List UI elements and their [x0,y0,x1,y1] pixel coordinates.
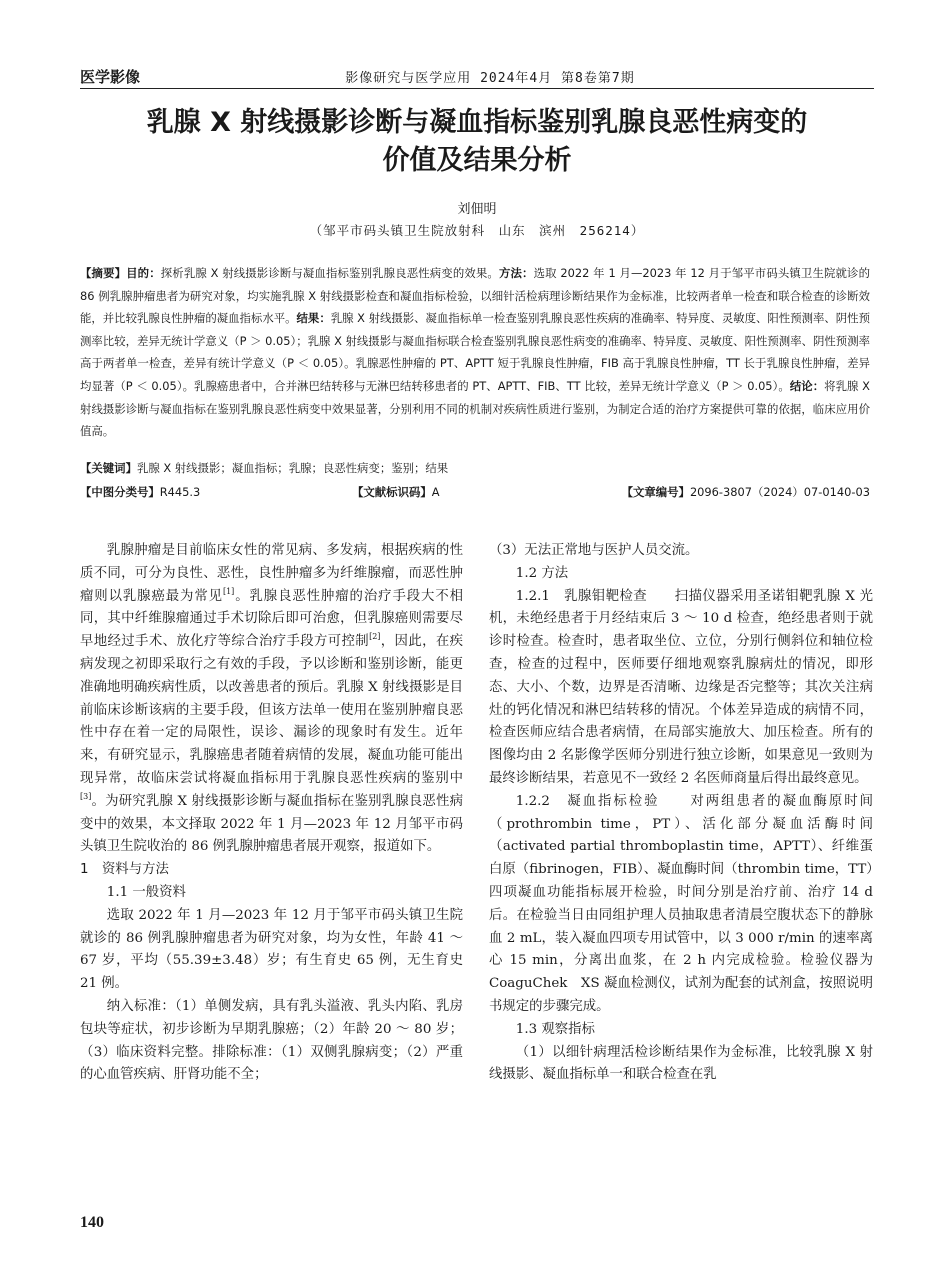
doc-label: 【文献标识码】 [352,485,432,499]
abstract-methods: 选取 2022 年 1 月—2023 年 12 月于邹平市码头镇卫生院就诊的 86 例乳腺肿瘤患者为研究对象，均实施乳腺 X 射线摄影检查和凝血指标检验，以细针活检病理诊断结果作为金标准，比较两者单一检查和联合检查的诊断效能，并比较乳腺良性肿瘤的凝血指标水平。 [80,266,870,326]
doc-code [352,484,440,500]
abstract [80,262,870,443]
method-1-2-2-text: 对两组患者的凝血酶原时间（prothrombin time，PT）、活化部分凝血活酶时间（activated partial thromboplastin time，APTT）、纤维蛋白原（fibrinogen，FIB）、凝血酶时间（thrombin time，TT）四项凝血功能指标展开检验，时间分别是治疗前、治疗 14 d 后。在检验当日由同组护理人员抽取患者清晨空腹状态下的静脉血 2 mL，装入凝血四项专用试管中，以 3 000 r/min 的速率离心 15 min，分离出血浆，在 2 h 内完成检验。检验仪器为 CoaguChek XS 凝血检测仪，试剂为配套的试剂盒，按照说明书规定的步骤完成。 [489,793,874,1014]
section-1-3-heading: 1.3 观察指标 [515,1021,595,1037]
intro-text-b: 。乳腺良恶性肿瘤的治疗手段大不相同，其中纤维腺瘤通过手术切除后即可治愈，但乳腺癌则需要尽早地经过手术、放化疗等综合治疗手段方可控制 [80,588,464,650]
section-label: 医学影像 [80,68,141,86]
methods-label: 方法： [498,266,534,280]
ref-1: [1] [222,586,235,596]
title-line-1: 乳腺 X 射线摄影诊断与凝血指标鉴别乳腺良恶性病变的 [146,107,808,138]
article-label: 【文章编号】 [621,485,690,499]
article-value: 2096-3807（2024）07-0140-03 [689,485,870,499]
observation-paragraph: （1）以细针病理活检诊断结果作为金标准，比较乳腺 X 射线摄影、凝血指标单一和联合检查在乳 [489,1044,873,1083]
keywords-text: 乳腺 X 射线摄影；凝血指标；乳腺；良恶性病变；鉴别；结果 [136,461,449,475]
clc-value: R445.3 [159,485,201,499]
criteria-paragraph: 纳入标准：（1）单侧发病，具有乳头溢液、乳头内陷、乳房包块等症状，初步诊断为早期乳腺癌；（2）年龄 20 ～ 80 岁；（3）临床资料完整。排除标准：（1）双侧乳腺病变；（2）严重的心血管疾病、肝肾功能不全； [80,998,463,1083]
abstract-conclusion: 将乳腺 X 射线摄影诊断与凝血指标在鉴别乳腺良恶性病变中效果显著，分别利用不同的机制对疾病性质进行鉴别，为制定合适的治疗方案提供可靠的依据，临床应用价值高。 [80,378,870,439]
clc-label: 【中图分类号】 [80,485,160,499]
objective-label: 目的： [126,266,161,280]
intro-text-a: 乳腺肿瘤是目前临床女性的常见病、多发病，根据疾病的性质不同，可分为良性、恶性，良性肿瘤多为纤维腺瘤，而恶性肿瘤则以乳腺癌最为常见 [80,543,463,604]
article-meta [80,484,870,502]
section-1-heading: 1 资料与方法 [80,862,169,878]
general-data-paragraph: 选取 2022 年 1 月—2023 年 12 月于邹平市码头镇卫生院就诊的 86 例乳腺肿瘤患者为研究对象，均为女性，年龄 41 ～ 67 岁，平均（55.39±3.48）岁；有生育史 65 例，无生育史 21 例。 [80,907,463,992]
method-1-2-1-text: 扫描仪器采用圣诺钼靶乳腺 X 光机，未绝经患者于月经结束后 3 ～ 10 d 检查，绝经患者则于就诊时检查。检查时，患者取坐位、立位，分别行侧斜位和轴位检查，检查的过程中，医师要仔细地观察乳腺病灶的情况，即形态、大小、个数，边界是否清晰、边缘是否完整等；其次关注病灶的钙化情况和淋巴结转移的情况。个体差异造成的病情不同，检查医师应结合患者病情，在局部实施放大、加压检查。所有的图像均由 2 名影像学医师分别进行独立诊断，如果意见一致则为最终诊断结果，若意见不一致经 2 名医师商量后得出最终意见。 [489,588,874,786]
paper-title [80,104,874,180]
section-1-2-heading: 1.2 方法 [515,565,569,581]
abstract-objective: 探析乳腺 X 射线摄影诊断与凝血指标鉴别乳腺良恶性病变的效果。 [160,266,499,280]
keywords [80,460,870,476]
doc-value: A [431,485,440,499]
section-1-2-1-heading: 1.2.1 乳腺钼靶检查 [515,588,648,604]
method-1-2-2 [489,791,873,1019]
method-1-2-1 [489,586,873,791]
ref-3: [3] [80,791,92,801]
header-rule [80,88,874,89]
results-label: 结果： [296,311,331,326]
criteria-continued: （3）无法正常地与医护人员交流。 [489,543,699,558]
page-number: 140 [80,1214,104,1231]
abstract-label: 【摘要】 [80,266,127,280]
affiliation: （邹平市码头镇卫生院放射科 山东 滨州 256214） [309,223,645,238]
author: 刘佃明 [457,202,497,217]
conclusion-label: 结论： [789,378,825,393]
journal-header: 影像研究与医学应用 2024年4月 第8卷第7期 [345,71,635,86]
column-left [80,540,463,1087]
keywords-label: 【关键词】 [80,461,137,475]
section-1-2-2-heading: 1.2.2 凝血指标检验 [515,793,660,809]
clc-number [80,484,200,500]
column-right [489,540,873,1087]
intro-text-d: 。为研究乳腺 X 射线摄影诊断与凝血指标在鉴别乳腺良恶性病变中的效果，本文择取 2022 年 1 月—2023 年 12 月邹平市码头镇卫生院收治的 86 例乳腺肿瘤患者展开观察，报道如下。 [80,793,463,855]
section-1-1-heading: 1.1 一般资料 [106,884,186,900]
title-line-2: 价值及结果分析 [382,145,572,176]
intro-text-c: ，因此，在疾病发现之初即采取行之有效的手段，予以诊断和鉴别诊断，能更准确地明确疾病性质，以改善患者的预后。乳腺 X 射线摄影是目前临床诊断该病的主要手段，但该方法单一使用在鉴别肿瘤良恶性中存在着一定的局限性，误诊、漏诊的现象时有发生。近年来，有研究显示，乳腺癌患者随着病情的发展，凝血功能可能出现异常，故临床尝试将凝血指标用于乳腺良恶性疾病的鉴别中 [80,634,464,786]
article-number [622,484,870,500]
ref-2: [2] [369,632,381,642]
abstract-results: 乳腺 X 射线摄影、凝血指标单一检查鉴别乳腺良恶性疾病的准确率、特异度、灵敏度、阳性预测率、阴性预测率比较，差异无统计学意义（P ＞ 0.05）；乳腺 X 射线摄影与凝血指标联合检查鉴别乳腺良恶性病变的准确率、特异度、灵敏度、阳性预测率、阴性预测率高于两者单一检查，差异有统计学意义（P ＜ 0.05）。乳腺恶性肿瘤的 PT、APTT 短于乳腺良性肿瘤，FIB 高于乳腺良性肿瘤，TT 长于乳腺良性肿瘤，差异均显著（P ＜ 0.05）。乳腺癌患者中，合并淋巴结转移与无淋巴结转移患者的 PT、APTT、FIB、TT 比较，差异无统计学意义（P ＞ 0.05）。 [80,311,870,393]
intro-paragraph [80,540,463,859]
